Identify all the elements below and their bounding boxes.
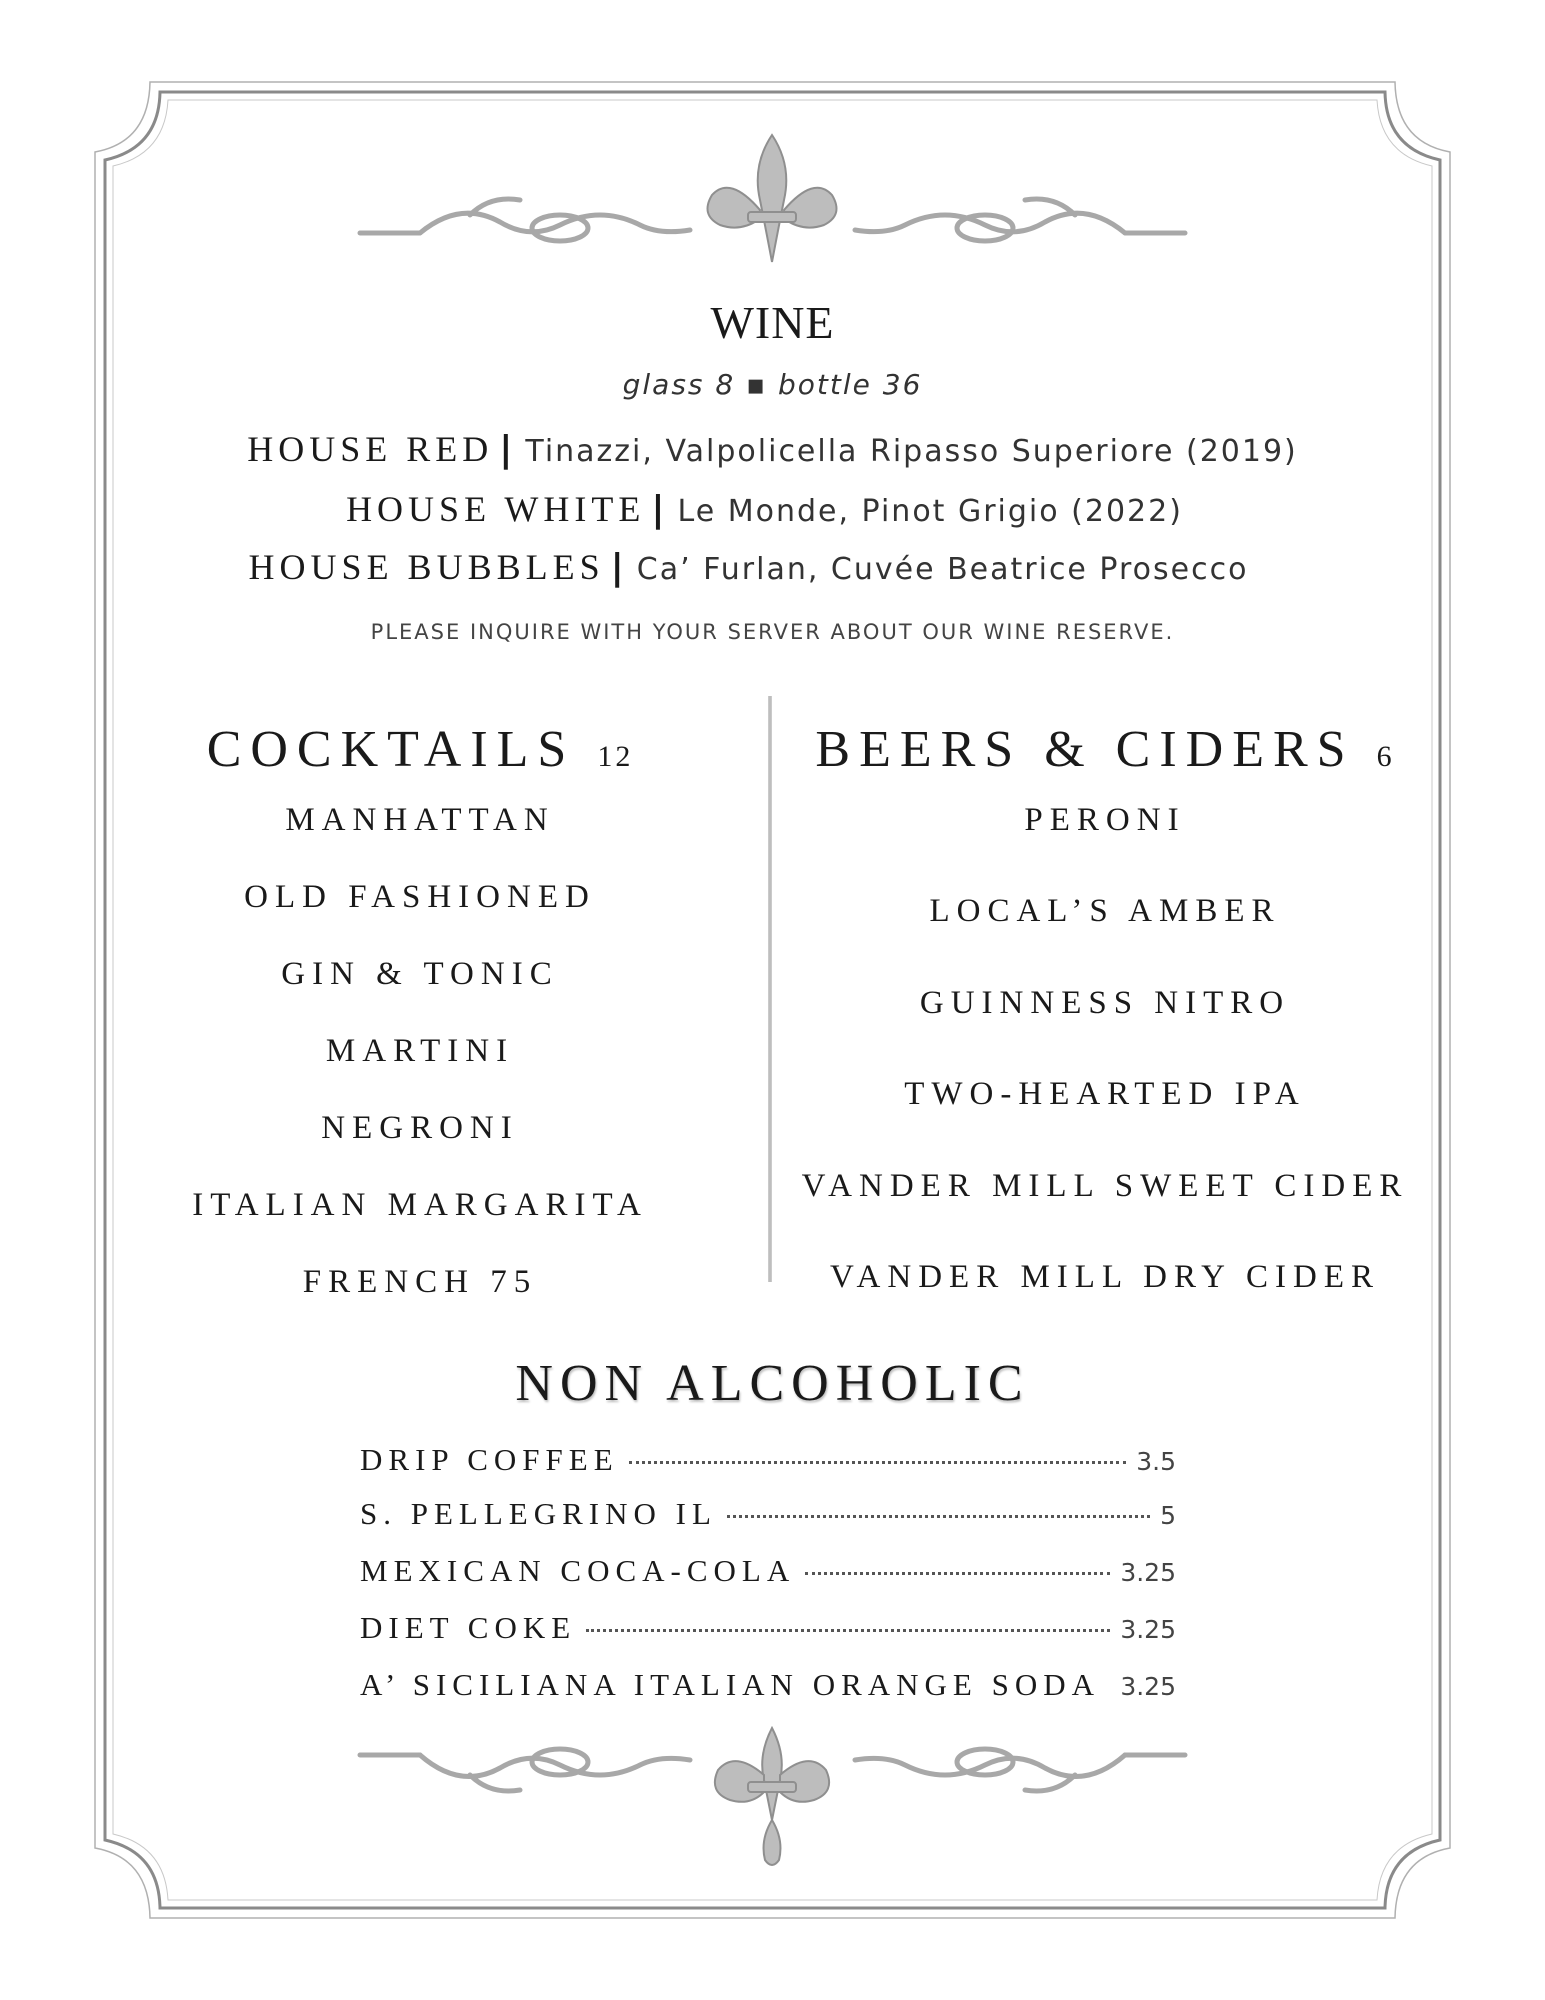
item-price: 3.25 xyxy=(1120,1672,1176,1701)
cocktails-title xyxy=(180,720,660,779)
wine-item-house-white xyxy=(0,488,1537,530)
dot-leader xyxy=(629,1461,1127,1464)
item-price: 3.25 xyxy=(1120,1615,1176,1644)
item-price: 3.5 xyxy=(1136,1447,1176,1476)
wine-description: Tinazzi, Valpolicella Ripasso Superiore (2019) xyxy=(525,434,1298,469)
item-name: DRIP COFFEE xyxy=(360,1442,619,1477)
dot-leader xyxy=(586,1629,1110,1632)
list-item: FRENCH 75 xyxy=(302,1264,538,1300)
item-price: 3.25 xyxy=(1120,1558,1176,1587)
wine-name: HOUSE BUBBLES xyxy=(248,547,605,587)
item-name: MEXICAN COCA-COLA xyxy=(360,1553,796,1588)
list-item: VANDER MILL DRY CIDER xyxy=(829,1259,1381,1295)
item-name: DIET COKE xyxy=(360,1610,577,1645)
fleur-de-lis-icon xyxy=(715,1728,829,1865)
dot-leader xyxy=(727,1515,1150,1518)
beers-price: 6 xyxy=(1376,740,1395,773)
fleur-de-lis-icon xyxy=(708,135,837,262)
list-item: TWO-HEARTED IPA xyxy=(904,1076,1306,1112)
list-item: ITALIAN MARGARITA xyxy=(192,1187,648,1223)
menu-row xyxy=(360,1553,1176,1593)
item-name: A’ SICILIANA ITALIAN ORANGE SODA xyxy=(360,1667,1101,1702)
wine-title: WINE xyxy=(710,297,835,348)
list-item: MANHATTAN xyxy=(285,802,555,838)
list-item: GIN & TONIC xyxy=(281,956,559,992)
bottom-ornament xyxy=(0,1720,1545,1880)
list-item: GUINNESS NITRO xyxy=(919,985,1291,1021)
list-item: PERONI xyxy=(1024,802,1186,838)
beers-title-text: BEERS & CIDERS xyxy=(815,721,1355,778)
menu-row xyxy=(360,1496,1176,1536)
item-price: 5 xyxy=(1160,1501,1176,1530)
list-item: VANDER MILL SWEET CIDER xyxy=(801,1168,1409,1204)
cocktails-price: 12 xyxy=(597,740,634,773)
menu-row xyxy=(360,1667,1176,1707)
list-item: OLD FASHIONED xyxy=(244,879,596,915)
wine-separator: | xyxy=(651,489,670,530)
item-name: S. PELLEGRINO IL xyxy=(360,1496,717,1531)
wine-description: Le Monde, Pinot Grigio (2022) xyxy=(677,494,1183,529)
cocktails-title-text: COCKTAILS xyxy=(206,721,576,778)
wine-separator: | xyxy=(499,429,518,470)
list-item: LOCAL’S AMBER xyxy=(929,893,1281,929)
top-ornament xyxy=(0,0,1545,280)
wine-item-house-bubbles xyxy=(0,546,1521,588)
wine-reserve-note: PLEASE INQUIRE WITH YOUR SERVER ABOUT OUR WINE RESERVE. xyxy=(370,620,1175,644)
wine-name: HOUSE RED xyxy=(247,429,494,469)
wine-name: HOUSE WHITE xyxy=(346,489,646,529)
column-divider xyxy=(768,696,772,1282)
wine-item-house-red xyxy=(0,428,1545,470)
wine-description: Ca’ Furlan, Cuvée Beatrice Prosecco xyxy=(636,552,1249,587)
menu-row xyxy=(360,1442,1176,1482)
list-item: MARTINI xyxy=(325,1033,515,1069)
non-alcoholic-title: NON ALCOHOLIC xyxy=(515,1355,1030,1412)
beers-title xyxy=(790,720,1420,779)
dot-leader xyxy=(805,1572,1110,1575)
wine-price: glass 8 ▪ bottle 36 xyxy=(622,368,923,401)
menu-row xyxy=(360,1610,1176,1650)
wine-separator: | xyxy=(610,547,629,588)
list-item: NEGRONI xyxy=(321,1110,519,1146)
